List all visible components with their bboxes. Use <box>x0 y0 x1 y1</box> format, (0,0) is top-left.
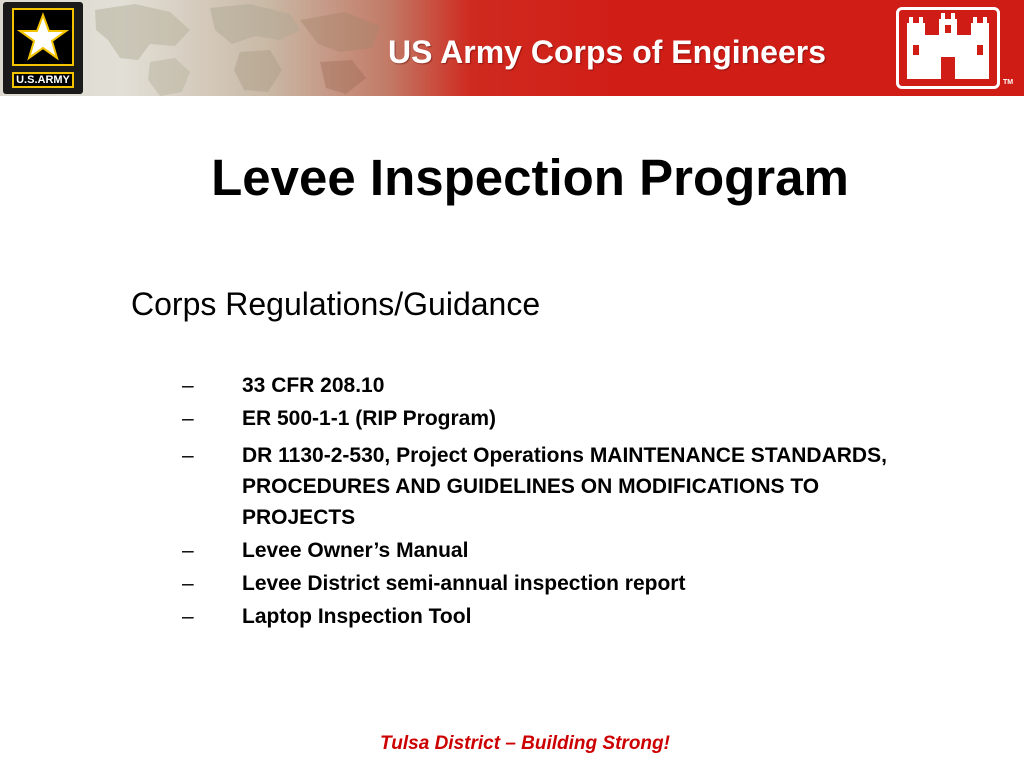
dash-marker: – <box>182 572 194 595</box>
organization-name: US Army Corps of Engineers <box>388 34 827 70</box>
list-item <box>182 568 902 599</box>
us-army-logo <box>3 2 83 94</box>
list-item-text: Levee District semi-annual inspection report <box>242 572 686 595</box>
dash-marker: – <box>182 539 194 562</box>
dash-marker: – <box>182 374 194 397</box>
list-item <box>182 440 902 533</box>
list-item <box>182 601 902 632</box>
list-item-text: ER 500-1-1 (RIP Program) <box>242 407 497 430</box>
header-banner <box>0 0 1024 96</box>
list-item <box>182 535 902 566</box>
star-icon <box>17 12 69 62</box>
dash-marker: – <box>182 605 194 628</box>
section-heading: Corps Regulations/Guidance <box>131 286 541 322</box>
engineer-castle-logo <box>896 7 1000 89</box>
list-item-text: DR 1130-2-530, Project Operations MAINTENANCE STANDARDS, PROCEDURES AND GUIDELINES ON MODIFICATIONS TO PROJECTS <box>242 444 887 529</box>
army-star-emblem <box>12 8 74 66</box>
list-item-text: Laptop Inspection Tool <box>242 605 472 628</box>
castle-icon <box>903 13 993 83</box>
list-item <box>182 370 902 401</box>
regulations-list <box>182 370 902 634</box>
list-item-text: Levee Owner’s Manual <box>242 539 469 562</box>
army-logo-label: U.S.ARMY <box>12 72 74 88</box>
trademark-mark: TM <box>1003 79 1014 86</box>
dash-marker: – <box>182 407 194 430</box>
list-item-text: 33 CFR 208.10 <box>242 374 385 397</box>
dash-marker: – <box>182 444 194 467</box>
footer-tagline: Tulsa District – Building Strong! <box>380 733 670 754</box>
slide-title: Levee Inspection Program <box>211 149 849 206</box>
list-item <box>182 403 902 434</box>
